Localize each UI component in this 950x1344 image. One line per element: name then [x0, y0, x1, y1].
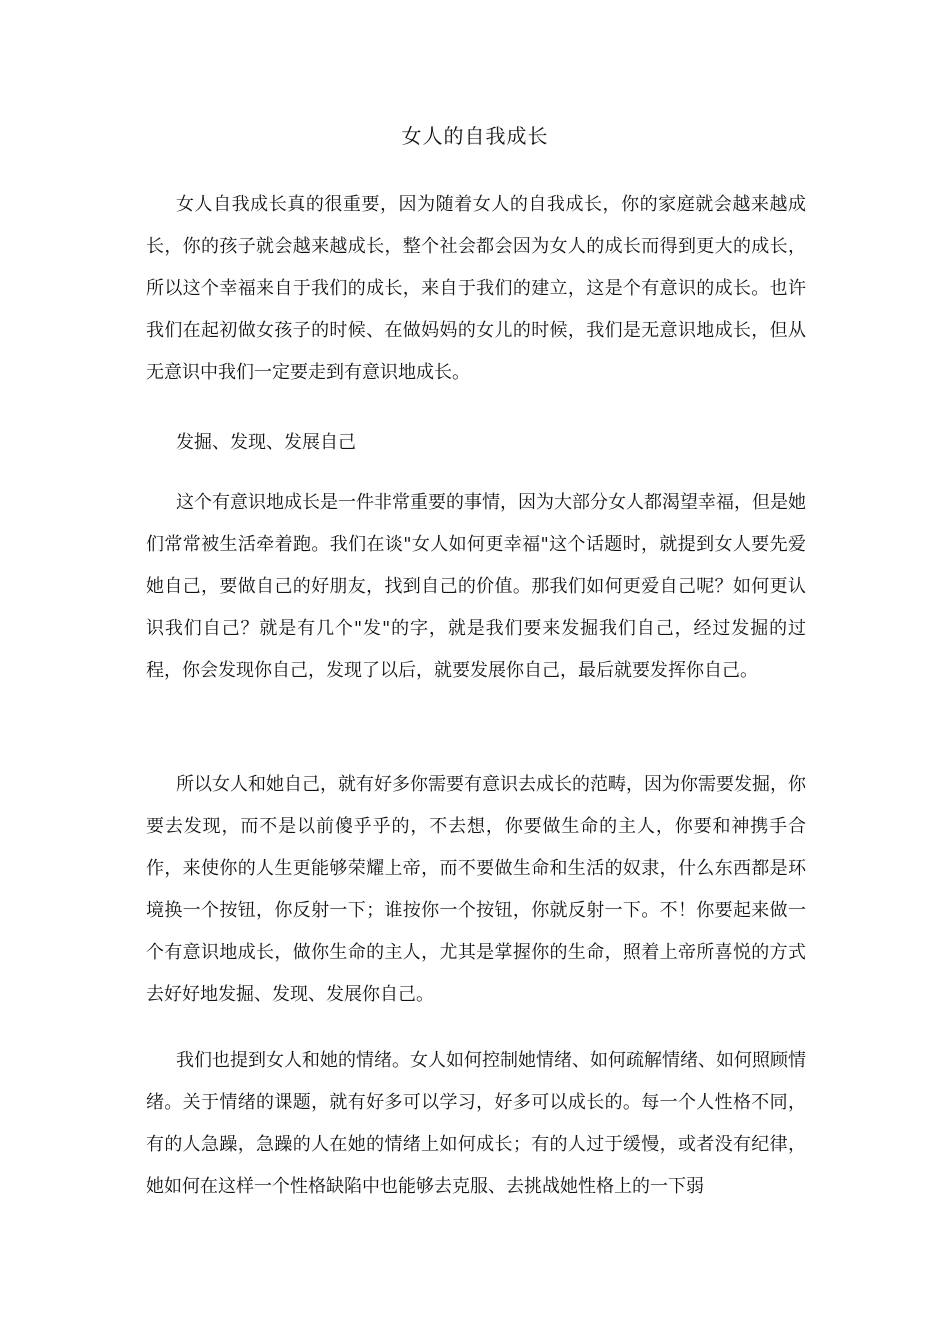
paragraph-intro: 女人自我成长真的很重要，因为随着女人的自我成长，你的家庭就会越来越成长，你的孩子就会越来越成长，整个社会都会因为女人的成长而得到更大的成长，所以这个幸福来自于我们的成长，来自于我们的建立，这是个有意识的成长。也许我们在起初做女孩子的时候、在做妈妈的女儿的时候，我们是无意识地成长，但从无意识中我们一定要走到有意识地成长。 [146, 194, 806, 383]
page-title: 女人的自我成长 [401, 124, 549, 148]
section-heading: 发掘、发现、发展自己 [176, 432, 356, 453]
paragraph-emotions: 我们也提到女人和她的情绪。女人如何控制她情绪、如何疏解情绪、如何照顾情绪。关于情绪的课题，就有好多可以学习，好多可以成长的。每一个人性格不同，有的人急躁，急躁的人在她的情绪上如何成长；有的人过于缓慢，或者没有纪律，她如何在这样一个性格缺陷中也能够去克服、去挑战她性格上的一下弱 [146, 1050, 806, 1197]
paragraph-conscious-growth: 所以女人和她自己，就有好多你需要有意识去成长的范畴，因为你需要发掘，你要去发现，而不是以前傻乎乎的，不去想，你要做生命的主人，你要和神携手合作，来使你的人生更能够荣耀上帝，而不要做生命和生活的奴隶，什么东西都是环境换一个按钮，你反射一下；谁按你一个按钮，你就反射一下。不！你要起来做一个有意识地成长，做你生命的主人，尤其是掌握你的生命，照着上帝所喜悦的方式去好好地发掘、发现、发展你自己。 [146, 774, 806, 1005]
paragraph-discover: 这个有意识地成长是一件非常重要的事情，因为大部分女人都渴望幸福，但是她们常常被生活牵着跑。我们在谈"女人如何更幸福"这个话题时，就提到女人要先爱她自己，要做自己的好朋友，找到自己的价值。那我们如何更爱自己呢？如何更认识我们自己？就是有几个"发"的字，就是我们要来发掘我们自己，经过发掘的过程，你会发现你自己，发现了以后，就要发展你自己，最后就要发挥你自己。 [146, 492, 806, 681]
